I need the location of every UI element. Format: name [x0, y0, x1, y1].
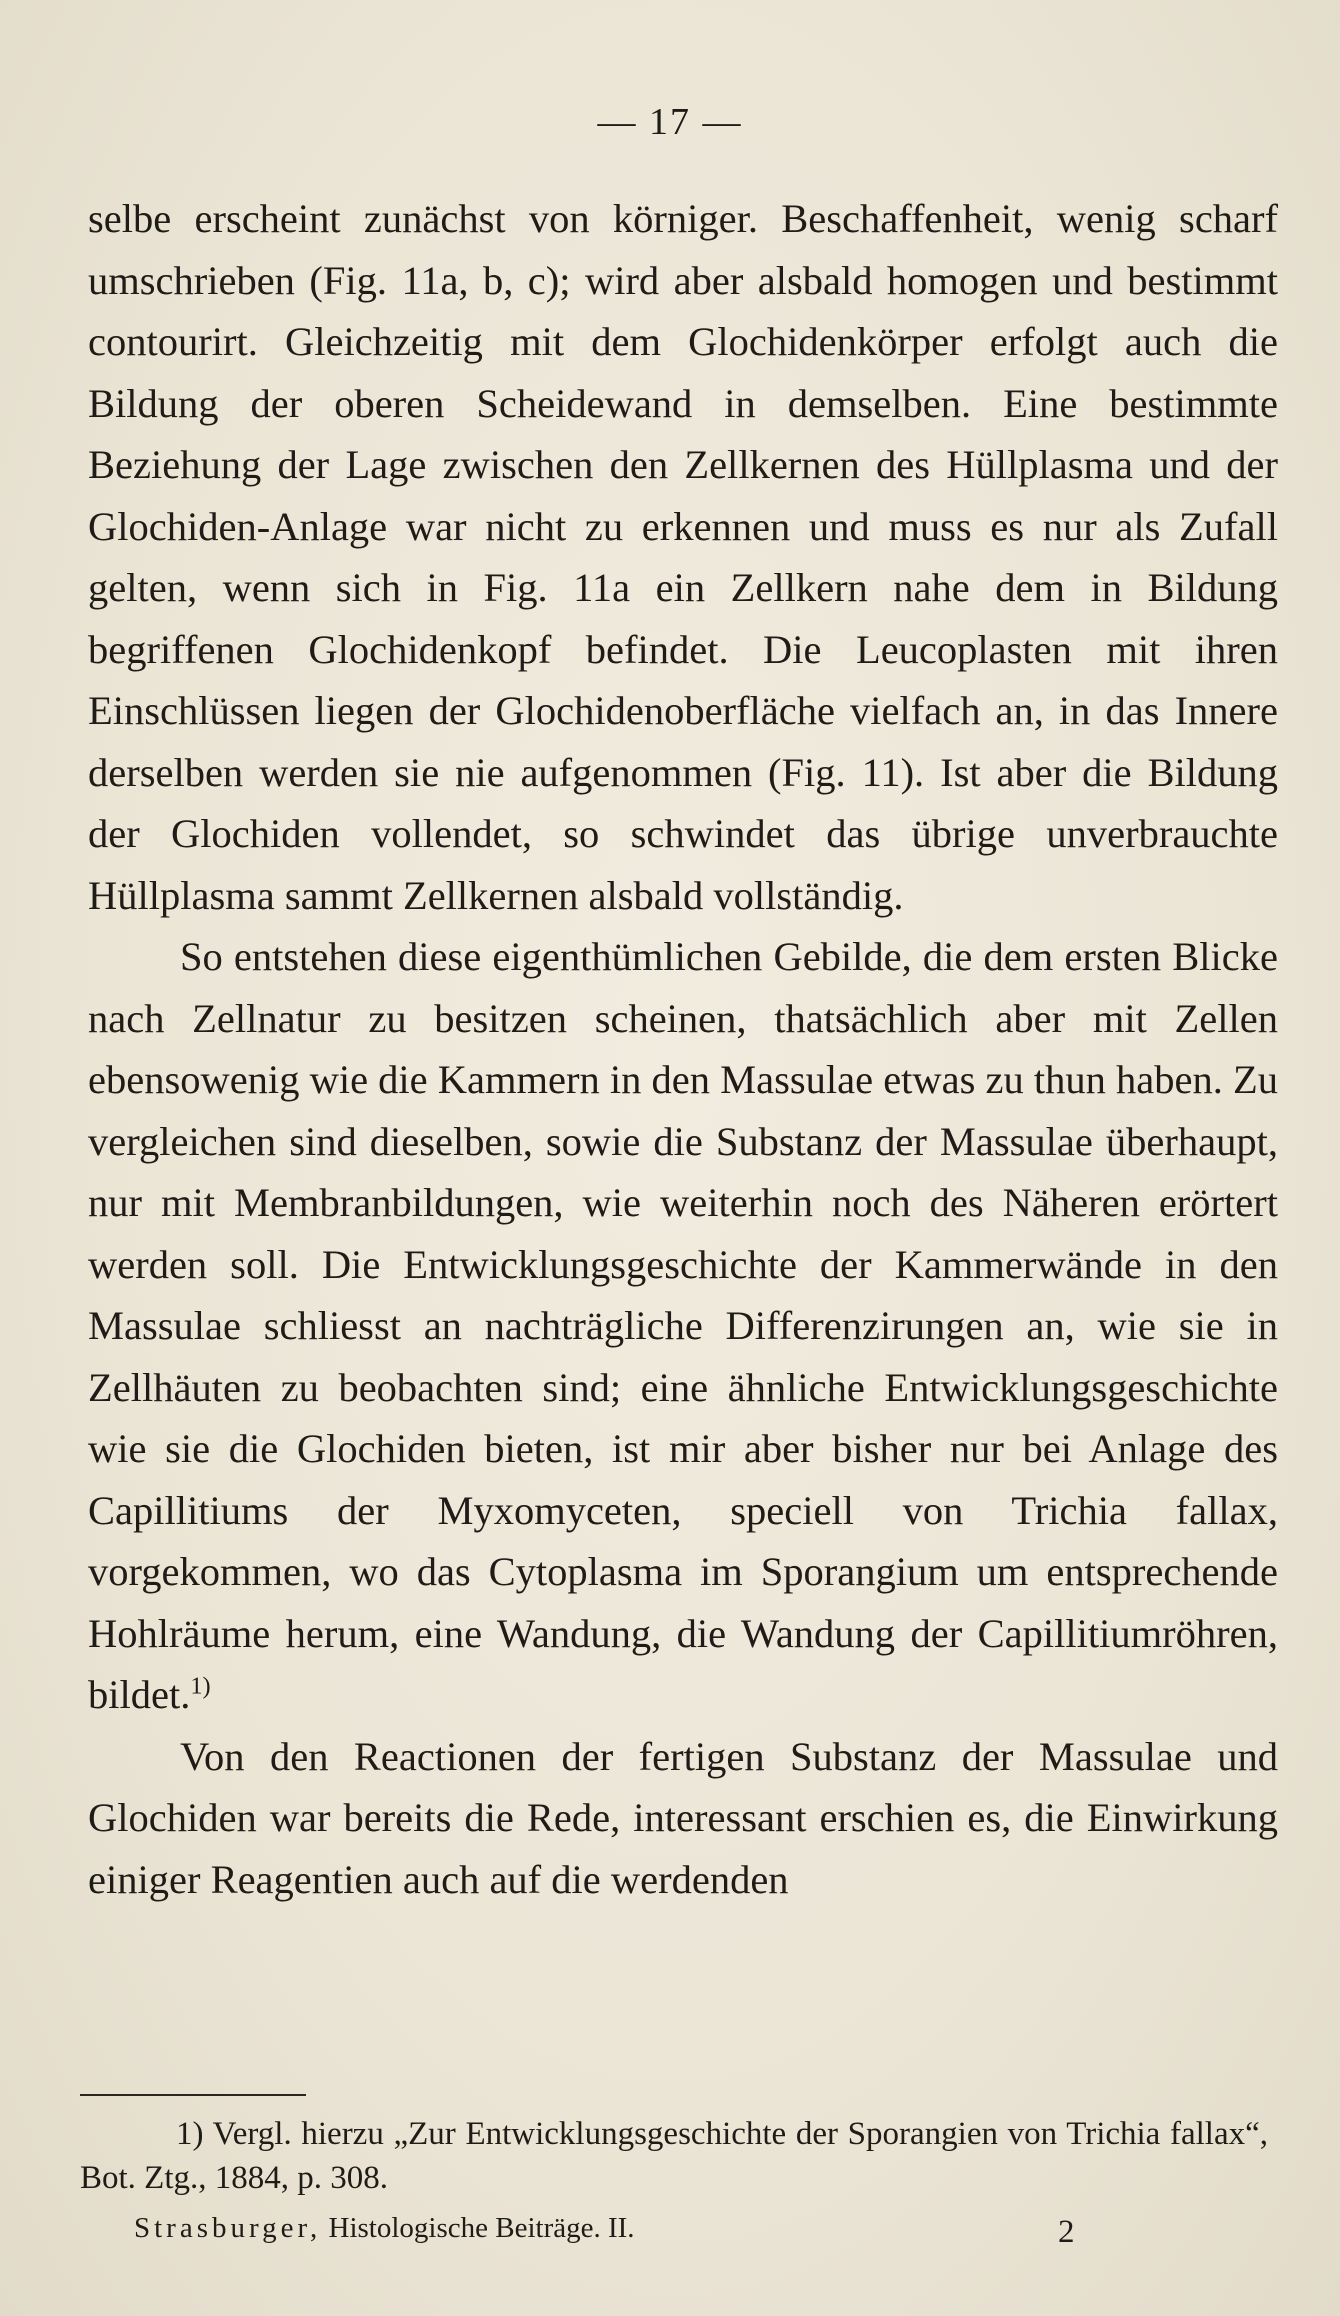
- paragraph-2-text: So entstehen diese eigenthümlichen Gebilde, die dem ersten Blicke nach Zellnatur zu besitzen scheinen, thatsächlich aber mit Zellen ebensowenig wie die Kammern in den Massulae etwas zu thun haben. Zu vergleichen sind dieselben, sowie die Substanz der Massulae überhaupt, nur mit Membranbildungen, wie weiterhin noch des Näheren erörtert werden soll. Die Entwicklungsgeschichte der Kammerwände in den Massulae schliesst an nachträgliche Differenzirungen an, wie sie in Zellhäuten zu beobachten sind; eine ähnliche Entwicklungsgeschichte wie sie die Glochiden bieten, ist mir aber bisher nur bei Anlage des Capillitiums der Myxomyceten, speciell von Trichia fallax, vorgekommen, wo das Cytoplasma im Sporangium um entsprechende Hohlräume herum, eine Wandung, die Wandung der Capillitiumröhren, bildet.: [88, 934, 1278, 1717]
- paragraph-3-text: Von den Reactionen der fertigen Substanz der Massulae und Glochiden war bereits die Rede, interessant erschien es, die Einwirkung einiger Reagentien auch auf die werdenden: [88, 1733, 1278, 1902]
- signature-line: [134, 2212, 1134, 2245]
- signature-work: Histologische Beiträge. II.: [328, 2212, 635, 2244]
- paragraph-1: [88, 188, 1278, 926]
- footnote-text: Vergl. hierzu „Zur Entwicklungsgeschichte der Sporangien von Trichia fallax“, Bot. Ztg., 1884, p. 308.: [80, 2116, 1269, 2196]
- paragraph-3: [88, 1726, 1278, 1911]
- signature-mark: 2: [1058, 2214, 1075, 2250]
- footnote: [80, 2112, 1268, 2200]
- paragraph-2: [88, 926, 1278, 1726]
- main-text: [88, 188, 1278, 1910]
- footnote-reference: 1): [190, 1672, 211, 1700]
- footnote-marker: 1): [176, 2116, 204, 2152]
- footnote-divider: [80, 2094, 306, 2096]
- page-number: — 17 —: [597, 101, 743, 143]
- signature-author: Strasburger,: [134, 2212, 322, 2244]
- paragraph-1-text: selbe erscheint zunächst von körniger. Beschaffenheit, wenig scharf umschrieben (Fig. 11a, b, c); wird aber alsbald homogen und bestimmt contourirt. Gleichzeitig mit dem Glochidenkörper erfolgt auch die Bildung der oberen Scheidewand in demselben. Eine bestimmte Beziehung der Lage zwischen den Zellkernen des Hüllplasma und der Glochiden-Anlage war nicht zu erkennen und muss es nur als Zufall gelten, wenn sich in Fig. 11a ein Zellkern nahe dem in Bildung begriffenen Glochidenkopf befindet. Die Leucoplasten mit ihren Einschlüssen liegen der Glochidenoberfläche vielfach an, in das Innere derselben werden sie nie aufgenommen (Fig. 11). Ist aber die Bildung der Glochiden vollendet, so schwindet das übrige unverbrauchte Hüllplasma sammt Zellkernen alsbald vollständig.: [88, 196, 1278, 918]
